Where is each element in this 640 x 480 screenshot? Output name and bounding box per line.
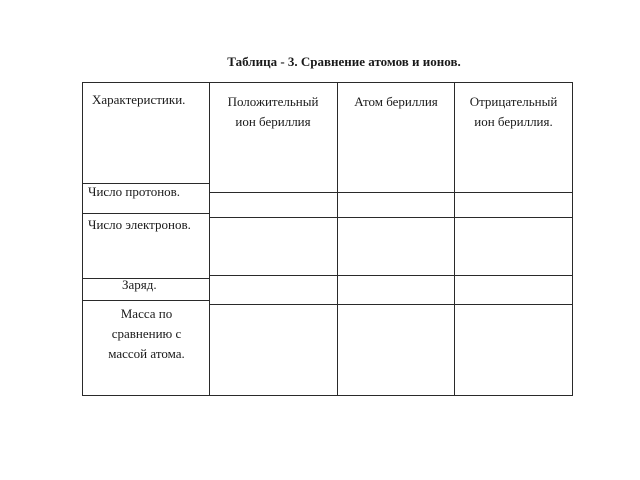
header-atom: Атом бериллия (354, 94, 438, 109)
row-label-charge: Заряд. (122, 277, 157, 292)
header-positive-ion-line2: ион бериллия (235, 114, 311, 129)
comparison-table (82, 82, 573, 396)
row-label-mass-line1: Масса по (120, 306, 173, 321)
table-border-top (82, 82, 573, 83)
row-divider-cells-3 (209, 304, 573, 305)
header-negative-ion (455, 92, 572, 132)
header-positive-ion-line1: Положительный (227, 94, 319, 109)
header-characteristics: Характеристики. (92, 92, 186, 107)
header-negative-ion-line2: ион бериллия. (474, 114, 553, 129)
table-border-bottom (82, 395, 573, 396)
row-divider-cells-1 (209, 192, 573, 193)
row-divider-cells-2 (209, 275, 573, 276)
table-border-left (82, 82, 83, 396)
header-negative-ion-line1: Отрицательный (469, 94, 558, 109)
row-divider-label-3 (82, 300, 209, 301)
row-label-mass-line2: сравнению с (111, 326, 182, 341)
row-label-electrons: Число электронов. (88, 217, 191, 232)
row-label-mass (84, 304, 209, 364)
header-positive-ion (210, 92, 336, 132)
table-caption: Таблица - 3. Сравнение атомов и ионов. (227, 54, 461, 69)
col-divider-2 (337, 82, 338, 396)
row-divider-label-1b (82, 213, 209, 214)
row-label-protons: Число протонов. (88, 184, 181, 199)
row-divider-cells-1b (209, 217, 573, 218)
row-label-mass-line3: массой атома. (108, 346, 185, 361)
table-border-right (572, 82, 573, 396)
